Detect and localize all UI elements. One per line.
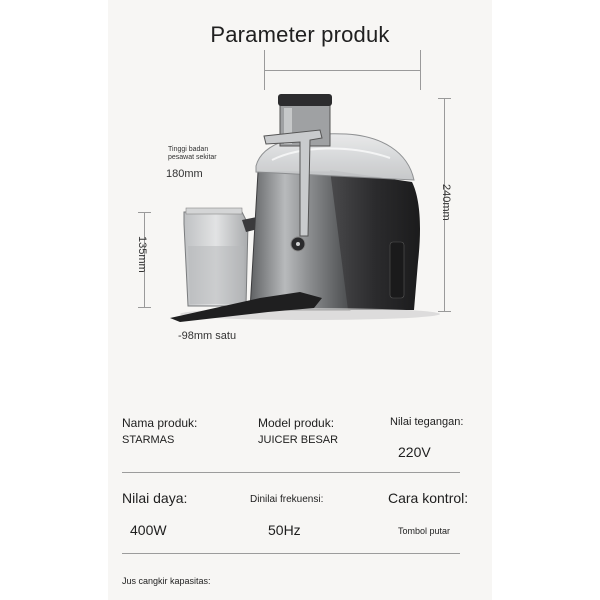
- spec-divider-1: [122, 472, 460, 473]
- body-height-value: 180mm: [166, 168, 203, 180]
- juicer-side-window: [390, 242, 404, 298]
- page-title: Parameter produk: [210, 22, 390, 47]
- control-value: Tombol putar: [398, 526, 451, 536]
- capacity-label: Jus cangkir kapasitas:: [122, 576, 211, 586]
- juice-cup: [184, 208, 248, 306]
- top-width-guide-line: [264, 70, 420, 71]
- cup-width-value: -98mm satu: [178, 330, 237, 342]
- spec-divider-2: [122, 553, 460, 554]
- body-height-label-line1: Tinggi badan: [168, 146, 209, 153]
- control-label: Cara kontrol:: [388, 490, 469, 506]
- juicer-product-image: [150, 86, 450, 326]
- power-value: 400W: [130, 522, 167, 538]
- model-label: Model produk:: [258, 416, 335, 430]
- frequency-label: Dinilai frekuensi:: [250, 494, 324, 505]
- voltage-label: Nilai tegangan:: [390, 416, 464, 428]
- cup-height-value: 135mm: [136, 236, 148, 273]
- model-value: JUICER BESAR: [258, 434, 339, 446]
- top-width-guide-left-tick: [264, 50, 265, 90]
- product-name-value: STARMAS: [122, 434, 175, 446]
- voltage-value: 220V: [398, 444, 431, 460]
- body-height-label-line2: pesawat sekitar: [168, 154, 217, 161]
- power-label: Nilai daya:: [122, 490, 188, 506]
- product-name-label: Nama produk:: [122, 416, 198, 430]
- frequency-value: 50Hz: [268, 522, 301, 538]
- top-width-guide-right-tick: [420, 50, 421, 90]
- total-height-value: 240mm: [440, 184, 452, 221]
